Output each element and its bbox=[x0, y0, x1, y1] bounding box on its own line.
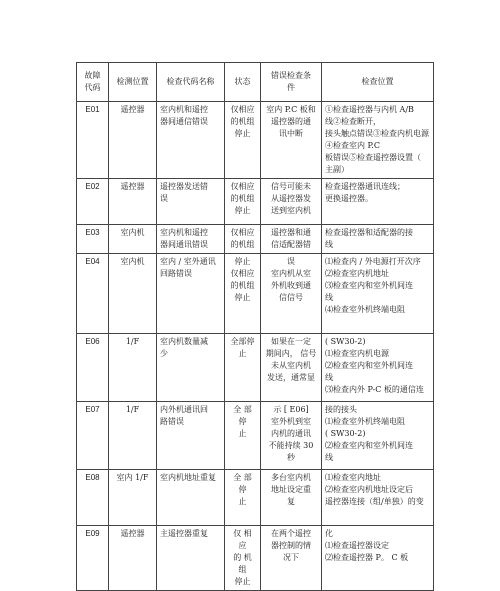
cell-check: ①检查遥控器与内机 A/B 线②检查断开， 接头触点错误③检查内机电源 ④检查室内 P.C 板错误⑤检查遥控器设置（ 主副） bbox=[322, 102, 434, 179]
cell-position: 遥控器 bbox=[109, 102, 157, 179]
cell-condition: 遥控器和通 信适配器错 bbox=[261, 225, 322, 254]
header-check: 检查位置 bbox=[322, 63, 434, 102]
cell-position: 1/F bbox=[109, 402, 157, 470]
cell-name: 内外机通讯回 路错误 bbox=[157, 402, 225, 470]
fault-code-table bbox=[76, 62, 434, 591]
header-name: 检查代码名称 bbox=[157, 63, 225, 102]
cell-check: 检查遥控器通讯连线； 更换遥控器。 bbox=[322, 179, 434, 225]
cell-check: ( SW30-2) ⑴检查室内机电源 ⑵检查室内和室外机间连 线 ⑶检查内外 P-C 板的通信连 bbox=[322, 334, 434, 402]
table-row bbox=[77, 334, 434, 402]
cell-code: E08 bbox=[77, 470, 109, 526]
cell-position: 室内机 bbox=[109, 225, 157, 254]
cell-name: 室内机数量减 少 bbox=[157, 334, 225, 402]
table-row bbox=[77, 179, 434, 225]
table-row bbox=[77, 470, 434, 526]
table-row bbox=[77, 254, 434, 334]
cell-name: 遥控器发送错 误 bbox=[157, 179, 225, 225]
cell-code: E02 bbox=[77, 179, 109, 225]
cell-condition: 在两个遥控 器控制的情 况下 bbox=[261, 526, 322, 591]
header-position: 检测位置 bbox=[109, 63, 157, 102]
cell-code: E06 bbox=[77, 334, 109, 402]
cell-position: 室内 1/F bbox=[109, 470, 157, 526]
table-header-row bbox=[77, 63, 434, 102]
table-row bbox=[77, 526, 434, 591]
cell-condition: 误 室内机从室 外机收到通 信信号 bbox=[261, 254, 322, 334]
cell-check: 接的接头 ⑴检查室外机终端电阻 ( SW30-2) ⑵检查室内和室外机间连 线 bbox=[322, 402, 434, 470]
cell-state: 仅相应 的机组 停止 bbox=[225, 179, 261, 225]
cell-code: E09 bbox=[77, 526, 109, 591]
cell-code: E07 bbox=[77, 402, 109, 470]
cell-code: E04 bbox=[77, 254, 109, 334]
cell-name: 室内机和遥控 器间通信错误 bbox=[157, 102, 225, 179]
table-row bbox=[77, 225, 434, 254]
cell-condition: 示 [ E06] 室外机到室 内机的通讯 不能持续 30 秒 bbox=[261, 402, 322, 470]
cell-condition: 信号可能未 从遥控器发 送到室内机 bbox=[261, 179, 322, 225]
cell-check: ⑴检查内 / 外电源打开次序 ⑵检查室内机地址 ⑶检查室内和室外机间连 线 ⑷检查室外机终端电阻 bbox=[322, 254, 434, 334]
cell-position: 室内机 bbox=[109, 254, 157, 334]
header-condition: 错误检查条 件 bbox=[261, 63, 322, 102]
table-row bbox=[77, 102, 434, 179]
cell-state: 全 部 停 止 bbox=[225, 470, 261, 526]
cell-position: 1/F bbox=[109, 334, 157, 402]
cell-name: 室内机地址重复 bbox=[157, 470, 225, 526]
cell-condition: 多台室内机 地址设定重 复 bbox=[261, 470, 322, 526]
cell-condition: 如果在一定 期间内， 信号 未从室内机 发送，通常显 bbox=[261, 334, 322, 402]
cell-position: 遥控器 bbox=[109, 179, 157, 225]
cell-check: ⑴检查室内地址 ⑵检查室内机地址设定后 遥控器连接（组/单独）的变 bbox=[322, 470, 434, 526]
header-state: 状态 bbox=[225, 63, 261, 102]
table-row bbox=[77, 402, 434, 470]
cell-state: 全 部 停 止 bbox=[225, 402, 261, 470]
cell-code: E01 bbox=[77, 102, 109, 179]
cell-condition: 室内 P.C 板和 遥控器的通 讯中断 bbox=[261, 102, 322, 179]
cell-state: 全部停 止 bbox=[225, 334, 261, 402]
cell-state: 停止 仅相应 的机组 停止 bbox=[225, 254, 261, 334]
cell-name: 室内 / 室外通讯 回路错误 bbox=[157, 254, 225, 334]
cell-state: 仅相应 的机组 bbox=[225, 225, 261, 254]
cell-position: 遥控器 bbox=[109, 526, 157, 591]
cell-code: E03 bbox=[77, 225, 109, 254]
cell-state: 仅相应 的机组 停止 bbox=[225, 102, 261, 179]
cell-name: 主遥控器重复 bbox=[157, 526, 225, 591]
cell-state: 仅 相 应 的 机 组 停止 bbox=[225, 526, 261, 591]
cell-check: 检查遥控器和适配器的接 线 bbox=[322, 225, 434, 254]
cell-check: 化 ⑴检查遥控器设定 ⑵检查遥控器 P。 C 板 bbox=[322, 526, 434, 591]
cell-name: 室内机和遥控 器间通讯错误 bbox=[157, 225, 225, 254]
header-fault-code: 故障 代码 bbox=[77, 63, 109, 102]
